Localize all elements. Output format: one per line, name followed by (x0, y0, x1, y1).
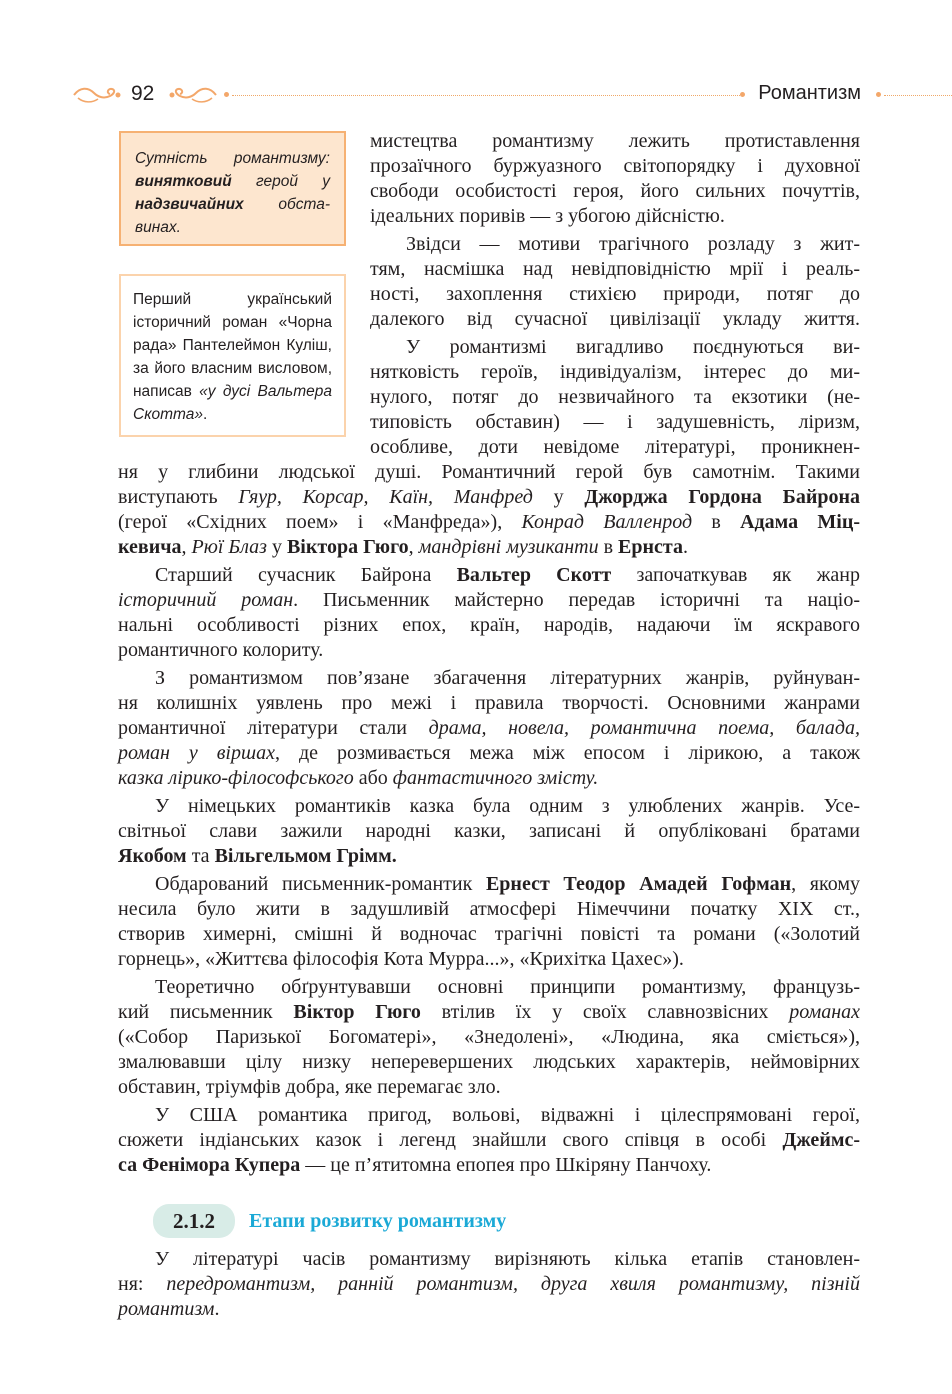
text-line: («Собор Паризької Богоматері», «Знедолені», «Людина, яка сміється»), (118, 1026, 860, 1048)
text-line: обставин, тріумфів добра, яке перемагає зло. (118, 1076, 501, 1098)
author-name: кевича (118, 536, 182, 558)
text-line: Теоретично обґрунтувавши основні принципи романтизму, французь- (155, 976, 860, 998)
text-line: горнець», «Життєва філософія Кота Мурра...», «Крихітка Цахес»). (118, 948, 684, 970)
text-line: З романтизмом пов’язане збагачення літературних жанрів, руйнуван- (155, 667, 860, 689)
text-italic: роман у віршах (118, 742, 275, 764)
text-span: Старший сучасник Байрона (155, 564, 457, 586)
text-line: ня у глибини людської душі. Романтичний герой був самотнім. Такими (118, 461, 860, 483)
header-dot (740, 92, 745, 97)
text-line: мистецтва романтизму лежить протиставлення (370, 130, 860, 152)
note-text: обста- (243, 196, 330, 213)
text-line: ідеальних поривів — з убогою дійсністю. (370, 205, 725, 227)
text-span: та (186, 845, 215, 867)
text-line: У США романтика пригод, вольові, відважні і цілеспрямовані герої, (155, 1104, 860, 1126)
header-rule (884, 95, 952, 96)
text-line: У літературі часів романтизму вирізняють кілька етапів становлен- (155, 1248, 860, 1270)
header-dot (876, 92, 881, 97)
text-line: створив химерні, смішні й водночас трагічні повісті та романи («Золотий (118, 923, 860, 945)
header-dot (224, 92, 229, 97)
text-line: У романтизмі вигадливо поєднуються ви- (406, 336, 860, 358)
text-line (155, 563, 860, 588)
text-span: . Письменник майстерно передав історичні та націо- (293, 589, 860, 611)
text-line (155, 872, 860, 897)
text-line: прозаїчного буржуазного світопорядку і духовної (370, 155, 860, 177)
section-number: 2.1.2 (153, 1204, 235, 1238)
author-name: Джорджа Гордона Байрона (584, 486, 860, 508)
author-name: Віктора Гюго (286, 536, 409, 558)
text-span: в (598, 536, 619, 558)
note-text: . (203, 406, 208, 423)
text-italic: казка лірико-філософського (118, 767, 354, 789)
note-text: Перший український історичний роман «Чорна рада» Пантелеймон Куліш, за його власним висловом, написав (133, 291, 332, 400)
text-span: ня: (118, 1273, 167, 1295)
text-span: . (682, 536, 688, 558)
text-span: в (692, 511, 741, 533)
text-italic: фантастичного змісту. (392, 767, 599, 789)
text-line (118, 1128, 860, 1153)
text-line: змалювавши цілу низку неперевершених людських характерів, неймовірних (118, 1051, 860, 1073)
text-line: ності, захоплення стихією природи, потяг до (370, 283, 860, 305)
text-line (118, 485, 860, 510)
note-text-bold: винятковий (135, 173, 232, 190)
text-span: , (181, 536, 192, 558)
text-line (118, 535, 860, 560)
text-span: сюжети індіанських казок і легенд знайшли свого співця в особі (118, 1129, 783, 1151)
author-name: Джеймс- (782, 1129, 860, 1151)
text-line: свободи особистості героя, його сильних почуттів, (370, 180, 860, 202)
text-line: романтичного колориту. (118, 639, 324, 661)
text-line (118, 844, 860, 869)
text-line (118, 1272, 860, 1297)
left-ornament-icon (72, 84, 122, 106)
author-name: Вальтер Скотт (456, 564, 612, 586)
author-name: Вільгельмом Грімм. (214, 845, 397, 867)
text-italic: історичний роман (118, 589, 294, 611)
text-span: — це п’ятитомна епопея про Шкіряну Панчоху. (300, 1154, 712, 1176)
text-line: типовість обставин) — і задушевність, ліризм, (370, 411, 860, 433)
text-span: романтичної літератури стали (118, 717, 429, 739)
text-line: нятковість героїв, індивідуалізм, інтерес до ми- (370, 361, 860, 383)
text-italic: Рюї Блаз (191, 536, 267, 558)
author-name: Ернста (618, 536, 683, 558)
note-text: винах. (135, 219, 181, 236)
text-line (118, 741, 860, 766)
text-line (118, 510, 860, 535)
note-text: герой у (231, 173, 330, 190)
essence-note-box (119, 131, 346, 246)
chapter-title: Романтизм (758, 82, 861, 104)
author-name: са Фенімора Купера (118, 1154, 301, 1176)
text-span: започаткував як жанр (611, 564, 861, 586)
text-line (118, 588, 860, 613)
text-line (118, 716, 860, 741)
text-span: , (408, 536, 419, 558)
text-line (118, 1153, 860, 1178)
text-italic: драма, новела, романтична поема, балада, (428, 717, 860, 739)
text-span: втілив їх у своїх славнозвісних (420, 1001, 790, 1023)
text-line: ня колишніх уявлень про межі і правила творчості. Основними жанрами (118, 692, 860, 714)
text-span: виступають (118, 486, 239, 508)
text-span: Обдарований письменник-романтик (155, 873, 486, 895)
text-italic: романах (789, 1001, 861, 1023)
text-italic: мандрівні музиканти (418, 536, 599, 558)
text-span: , де розмивається межа між епосом і лірикою, а також (274, 742, 861, 764)
section-title: Етапи розвитку романтизму (249, 1210, 507, 1232)
author-name: Адама Міц- (740, 511, 860, 533)
text-italic: Конрад Валленрод (521, 511, 693, 533)
note-text-bold: надзвичайних (135, 196, 244, 213)
text-line: несила було жити в задушливій атмосфері Німеччини початку XIX ст., (118, 898, 860, 920)
text-span: у (266, 536, 287, 558)
text-line: Звідси — мотиви трагічного розладу з жит- (406, 233, 860, 255)
text-line: особливе, доти невідоме літературі, проникнен- (370, 436, 860, 458)
text-line: світньої слави зажили народні казки, записані й опубліковані братами (118, 820, 860, 842)
text-italic: передромантизм, ранній романтизм, друга хвиля романтизму, пізній (166, 1273, 860, 1295)
text-line: нальні особливості різних епох, країн, народів, надаючи їм яскравого (118, 614, 860, 636)
text-line (118, 1297, 860, 1322)
page-header (0, 78, 952, 112)
text-span: кий письменник (118, 1001, 294, 1023)
text-italic: Гяур, Корсар, Каїн, Манфред (238, 486, 533, 508)
text-span: . (214, 1298, 220, 1320)
text-span: у (532, 486, 585, 508)
text-line (118, 766, 860, 791)
text-line (118, 1000, 860, 1025)
note-quote: «у дусі Вальтера Скотта» (133, 383, 332, 423)
text-line: тям, насмішка над невідповідністю мрії і реаль- (370, 258, 860, 280)
text-span: (герої «Східних поем» і «Манфреда»), (118, 511, 522, 533)
text-span: або (353, 767, 393, 789)
note-text: Сутність романтизму: (135, 150, 330, 167)
text-span: , якому (791, 873, 860, 895)
author-name: Віктор Гюго (293, 1001, 421, 1023)
text-line: далекого від сучасної цивілізації укладу життя. (370, 308, 860, 330)
text-italic: романтизм (118, 1298, 215, 1320)
text-line: У німецьких романтиків казка була одним з улюблених жанрів. Усе- (155, 795, 860, 817)
right-ornament-icon (168, 84, 218, 106)
author-name: Ернест Теодор Амадей Гофман (485, 873, 792, 895)
author-name: Якобом (118, 845, 187, 867)
page-number: 92 (131, 82, 155, 105)
text-line: нулого, потяг до незвичайного та екзотики (не- (370, 386, 860, 408)
historical-novel-note-box (119, 274, 346, 437)
header-rule (232, 95, 740, 96)
